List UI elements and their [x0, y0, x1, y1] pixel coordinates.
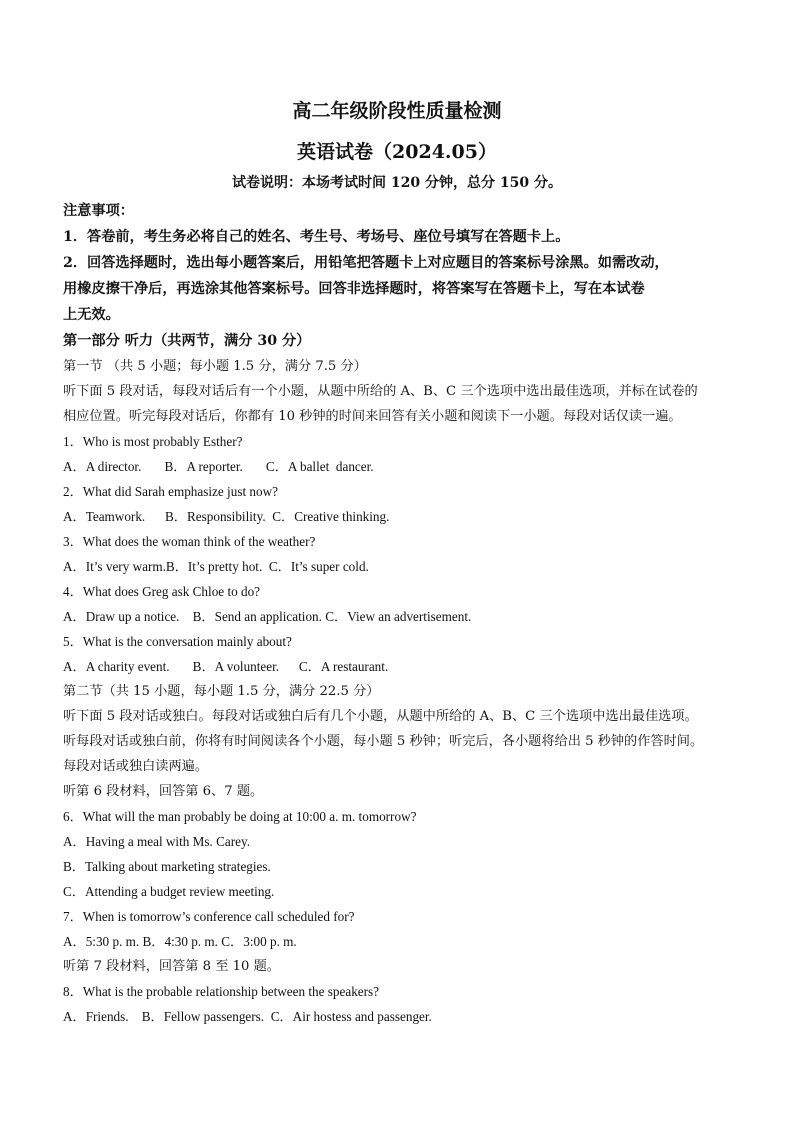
- part1-heading: 第一部分 听力（共两节，满分 30 分）: [63, 333, 311, 349]
- question-6-option-b: B．Talking about marketing strategies.: [63, 859, 271, 874]
- section2-heading: 第二节（共 15 小题，每小题 1.5 分，满分 22.5 分）: [63, 684, 380, 699]
- question-2-options: A．Teamwork. B．Responsibility. C．Creative thinking.: [63, 509, 390, 524]
- section2-instructions-line-1: 听下面 5 段对话或独白。每段对话或独白后有几个小题，从题中所给的 A、B、C 三个选项中选出最佳选项。: [63, 709, 698, 724]
- material-6-note: 听第 6 段材料，回答第 6、7 题。: [63, 784, 264, 799]
- section1-instructions-line-2: 相应位置。听完每段对话后，你都有 10 秒钟的时间来回答有关小题和阅读下一小题。每段对话仅读一遍。: [63, 409, 682, 424]
- exam-subtitle: 英语试卷（2024.05）: [297, 141, 497, 163]
- question-7-options: A．5:30 p. m. B．4:30 p. m. C．3:00 p. m.: [63, 934, 297, 949]
- notice-heading: 注意事项：: [63, 203, 134, 219]
- question-6-option-c: C．Attending a budget review meeting.: [63, 884, 275, 899]
- material-7-note: 听第 7 段材料，回答第 8 至 10 题。: [63, 959, 280, 974]
- question-5: 5．What is the conversation mainly about?: [63, 634, 292, 649]
- section1-heading: 第一节 （共 5 小题；每小题 1.5 分，满分 7.5 分）: [63, 359, 367, 374]
- question-7: 7．When is tomorrow’s conference call scheduled for?: [63, 909, 355, 924]
- exam-title: 高二年级阶段性质量检测: [292, 100, 502, 122]
- question-2: 2．What did Sarah emphasize just now?: [63, 484, 278, 499]
- question-5-options: A．A charity event. B．A volunteer. C．A restaurant.: [63, 659, 389, 674]
- notice-item-2-line-3: 上无效。: [63, 307, 120, 323]
- question-8-options: A．Friends. B．Fellow passengers. C．Air hostess and passenger.: [63, 1009, 432, 1024]
- exam-body: [63, 198, 732, 1029]
- question-8: 8．What is the probable relationship between the speakers?: [63, 984, 380, 999]
- notice-item-2-line-1: 2．回答选择题时，选出每小题答案后，用铅笔把答题卡上对应题目的答案标号涂黑。如需改动，: [63, 255, 669, 271]
- question-3-options: A．It’s very warm.B．It’s pretty hot. C．It’s super cold.: [63, 559, 369, 574]
- exam-info: 试卷说明：本场考试时间 120 分钟，总分 150 分。: [232, 175, 562, 191]
- section2-instructions-line-3: 每段对话或独白读两遍。: [63, 759, 209, 774]
- section1-instructions-line-1: 听下面 5 段对话，每段对话后有一个小题，从题中所给的 A、B、C 三个选项中选出最佳选项，并标在试卷的: [63, 384, 698, 399]
- notice-item-1: 1．答卷前，考生务必将自己的姓名、考生号、考场号、座位号填写在答题卡上。: [63, 229, 570, 245]
- question-3: 3．What does the woman think of the weather?: [63, 534, 316, 549]
- question-6-option-a: A．Having a meal with Ms. Carey.: [63, 834, 251, 849]
- question-4-options: A．Draw up a notice. B．Send an application. C．View an advertisement.: [63, 609, 472, 624]
- question-4: 4．What does Greg ask Chloe to do?: [63, 584, 261, 599]
- question-1: 1．Who is most probably Esther?: [63, 434, 243, 449]
- section2-instructions-line-2: 听每段对话或独白前，你将有时间阅读各个小题，每小题 5 秒钟；听完后，各小题将给出 5 秒钟的作答时间。: [63, 734, 704, 749]
- notice-item-2-line-2: 用橡皮擦干净后，再选涂其他答案标号。回答非选择题时，将答案写在答题卡上，写在本试卷: [63, 281, 645, 297]
- question-6: 6．What will the man probably be doing at 10:00 a. m. tomorrow?: [63, 809, 417, 824]
- question-1-options: A．A director. B．A reporter. C．A ballet dancer.: [63, 459, 374, 474]
